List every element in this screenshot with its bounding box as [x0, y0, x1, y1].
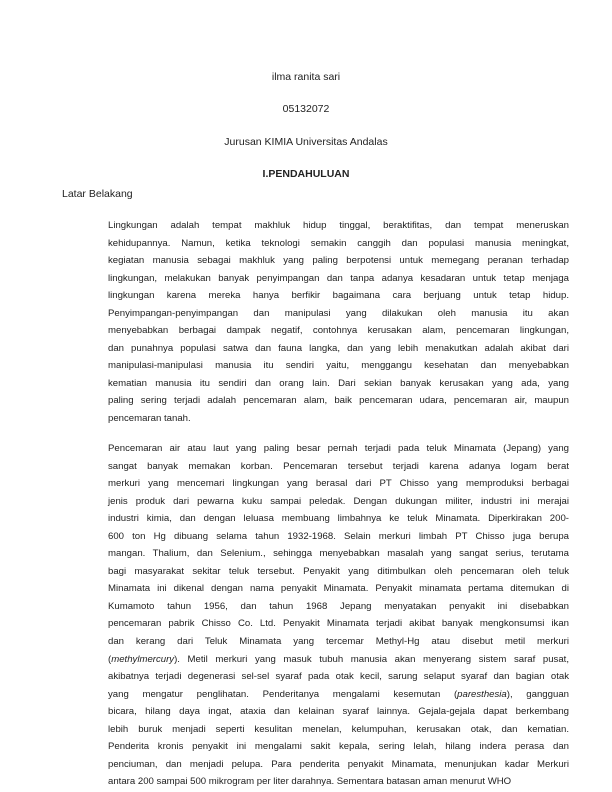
author-name: ilma ranita sari	[271, 71, 341, 83]
paragraph-line: penciuman, dan menjadi pelupa. Para penderita penyakit Minamata, menunjukan kadar Merkuri	[108, 758, 569, 770]
paragraph-line: jenis produk dari pewarna kuku sampai peledak. Dengan dukungan militer, industri ini merajai	[108, 495, 569, 507]
paragraph-line: akibatnya terjadi degenerasi sel-sel syaraf pada otak kecil, sarung selaput syaraf dan bagian otak	[108, 671, 569, 683]
paragraph-line: bicara, hilang daya ingat, ataxia dan kelainan syaraf lainnya. Gejala-gejala dapat berkembang	[108, 706, 569, 718]
paragraph-line: yang mengatur penglihatan. Penderitanya mengalami kesemutan (paresthesia), gangguan	[108, 688, 569, 700]
paragraph-line: paling sering terjadi adalah pencemaran alam, baik pencemaran udara, pencemaran air, maupun	[108, 395, 569, 407]
paragraph-line: Minamata ini dikenal dengan nama penyakit Minamata. Penyakit minamata pertama ditemukan di	[108, 583, 569, 595]
chapter-title: I.PENDAHULUAN	[262, 168, 350, 180]
paragraph-line: manipulasi-manipulasi manusia itu sendiri yaitu, menggangu kesehatan dan menyebabkan	[108, 360, 569, 372]
paragraph-line: kegiatan manusia sebagai makhluk yang paling berpotensi untuk memegang peranan terhadap	[108, 255, 569, 267]
paragraph-line: kehidupannya. Namun, ketika teknologi semakin canggih dan populasi manusia meningkat,	[108, 237, 569, 249]
paragraph-line: Pencemaran air atau laut yang paling besar pernah terjadi pada teluk Minamata (Jepang) yang	[108, 443, 569, 454]
paragraph-line: dan kerang dari Teluk Minamata yang tercemar Methyl-Hg atau disebut metil merkuri	[108, 636, 569, 648]
paragraph-line: bagi masyarakat sekitar teluk tersebut. Penyakit yang ditimbulkan oleh pencemaran oleh teluk	[108, 565, 569, 577]
student-id: 05132072	[282, 103, 330, 115]
paragraph-line: (methylmercury). Metil merkuri yang masuk tubuh manusia akan menyerang sistem saraf pusat,	[108, 653, 569, 665]
paragraph-line: industri kimia, dan dengan leluasa membuang limbahnya ke teluk Minamata. Diperkirakan 200-	[108, 513, 569, 525]
paragraph-minamata	[108, 440, 569, 791]
paragraph-line: antara 200 sampai 500 mikrogram per liter darahnya. Sementara batasan aman menurut WHO	[108, 776, 512, 788]
paragraph-line: pencemaran pabrik Chisso Co. Ltd. Penyakit Minamata terjadi akibat banyak mengkonsumsi ikan	[108, 618, 569, 630]
section-heading: Latar Belakang	[62, 188, 133, 200]
paragraph-line: sangat banyak memakan korban. Pencemaran tersebut terjadi karena adanya logam berat	[108, 460, 569, 472]
paragraph-line: 600 ton Hg dibuang selama tahun 1932-1968. Selain merkuri limbah PT Chisso juga berupa	[108, 530, 569, 542]
paragraph-line: lebih buruk menjadi seperti kesulitan menelan, kelumpuhan, kerusakan otak, dan kematian.	[108, 723, 569, 735]
paragraph-line: merkuri yang mencemari lingkungan yang berasal dari PT Chisso yang memproduksi berbagai	[108, 478, 569, 490]
paragraph-line: lingkungan, melakukan banyak penyimpangan dan tanpa adanya kesadaran untuk tetap menjaga	[108, 272, 569, 284]
paragraph-line: pencemaran tanah.	[108, 413, 191, 425]
paragraph-line: Kumamoto tahun 1956, dan tahun 1968 Jepang menyatakan penyakit ini disebabkan	[108, 600, 569, 612]
paragraph-line: mangan. Thalium, dan Selenium., sehingga menyebabkan masalah yang sangat serius, terutama	[108, 548, 569, 560]
paragraph-line: menyebabkan berbagai dampak negatif, contohnya kerusakan alam, pencemaran lingkungan,	[108, 325, 569, 337]
paragraph-line: Penderita kronis penyakit ini mengalami sakit kepala, sering lelah, hilang indera perasa dan	[108, 741, 569, 753]
paragraph-line: kematian manusia itu sendiri dan orang lain. Dari sekian banyak kerusakan yang ada, yang	[108, 377, 569, 389]
affiliation: Jurusan KIMIA Universitas Andalas	[224, 136, 388, 148]
paragraph-line: dan punahnya populasi satwa dan fauna langka, dan yang lebih menakutkan adalah akibat dari	[108, 342, 569, 354]
paragraph-intro	[108, 217, 569, 428]
paragraph-line: Lingkungan adalah tempat makhluk hidup tinggal, beraktifitas, dan tempat meneruskan	[108, 220, 569, 231]
paragraph-line: lingkungan karena mereka hanya berfikir bagaimana cara berjuang untuk tetap hidup.	[108, 290, 569, 302]
paragraph-line: Penyimpangan-penyimpangan dan manipulasi yang dilakukan oleh manusia itu akan	[108, 307, 569, 319]
